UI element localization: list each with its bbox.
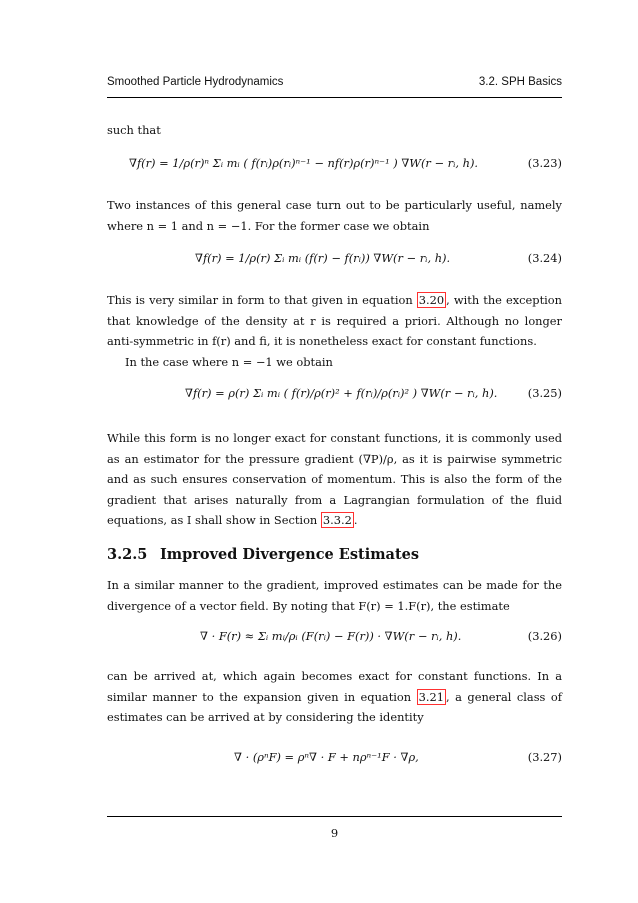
running-header	[107, 76, 562, 88]
equation-expression: ∇ · F(r) ≈ Σᵢ mᵢ/ρᵢ (F(rᵢ) − F(r)) · ∇W(r − rᵢ, h).	[200, 629, 462, 643]
equation-number: (3.25)	[527, 386, 562, 400]
equation-3-24	[107, 241, 562, 275]
header-left: Smoothed Particle Hydrodynamics	[107, 76, 284, 88]
section-link-3-3-2[interactable]: 3.3.2	[322, 513, 352, 527]
equation-3-26	[107, 619, 562, 653]
footer-rule	[107, 816, 562, 817]
equation-number: (3.24)	[527, 251, 562, 265]
paragraph-two-instances: Two instances of this general case turn out to be particularly useful, namely where n = 1 and n = −1. For the former case we obtain	[107, 198, 562, 233]
section-heading	[107, 546, 419, 563]
paragraph-arrived-at: can be arrived at, which again becomes exact for constant functions. In a similar manner to the expansion given in equation 3.21 , a general class of estimates can be arrived at by considering the identity	[107, 669, 562, 724]
equation-expression: ∇f(r) = 1/ρ(r) Σᵢ mᵢ (f(r) − f(rᵢ)) ∇W(r − rᵢ, h).	[195, 251, 451, 265]
page-number: 9	[330, 826, 339, 840]
header-right: 3.2. SPH Basics	[478, 76, 562, 88]
equation-3-27	[107, 740, 562, 774]
equation-number: (3.23)	[527, 156, 562, 170]
section-title: Improved Divergence Estimates	[160, 546, 420, 563]
paragraph-divergence: In a similar manner to the gradient, improved estimates can be made for the divergence of a vector field. By noting that F(r) = 1.F(r), the estimate	[107, 578, 562, 613]
paragraph-such-that: such that	[107, 123, 161, 137]
equation-expression: ∇ · (ρⁿF) = ρⁿ∇ · F + nρⁿ⁻¹F · ∇ρ,	[234, 750, 419, 764]
equation-number: (3.27)	[527, 750, 562, 764]
equation-expression: ∇f(r) = 1/ρ(r)ⁿ Σᵢ mᵢ ( f(rᵢ)ρ(rᵢ)ⁿ⁻¹ − nf(r)ρ(r)ⁿ⁻¹ ) ∇W(r − rᵢ, h).	[129, 156, 479, 170]
equation-3-25	[107, 376, 562, 410]
equation-number: (3.26)	[527, 629, 562, 643]
equation-link-3-21[interactable]: 3.21	[418, 689, 444, 704]
equation-3-23	[107, 146, 562, 180]
paragraph-similar-form: This is very similar in form to that given in equation 3.20 , with the exception that knowledge of the density at r is required a priori. Although no longer anti-symmetric in f(r) and fi, it is nonetheless exact for constant functions.	[107, 293, 562, 348]
section-number: 3.2.5	[107, 546, 148, 563]
equation-expression: ∇f(r) = ρ(r) Σᵢ mᵢ ( f(r)/ρ(r)² + f(rᵢ)/ρ(rᵢ)² ) ∇W(r − rᵢ, h).	[185, 386, 498, 400]
paragraph-n-minus-one: In the case where n = −1 we obtain	[125, 355, 333, 369]
equation-link-3-20[interactable]: 3.20	[418, 293, 445, 307]
header-rule	[107, 97, 562, 98]
paragraph-pressure-gradient: While this form is no longer exact for constant functions, it is commonly used as an estimator for the pressure gradient (∇P)/ρ, as it is pairwise symmetric and as such ensures conservation of momentum. This is also the form of the gradient that arises naturally from a Lagrangian formulation of the fluid equations, as I shall show in Section 3.3.2 .	[107, 431, 562, 527]
